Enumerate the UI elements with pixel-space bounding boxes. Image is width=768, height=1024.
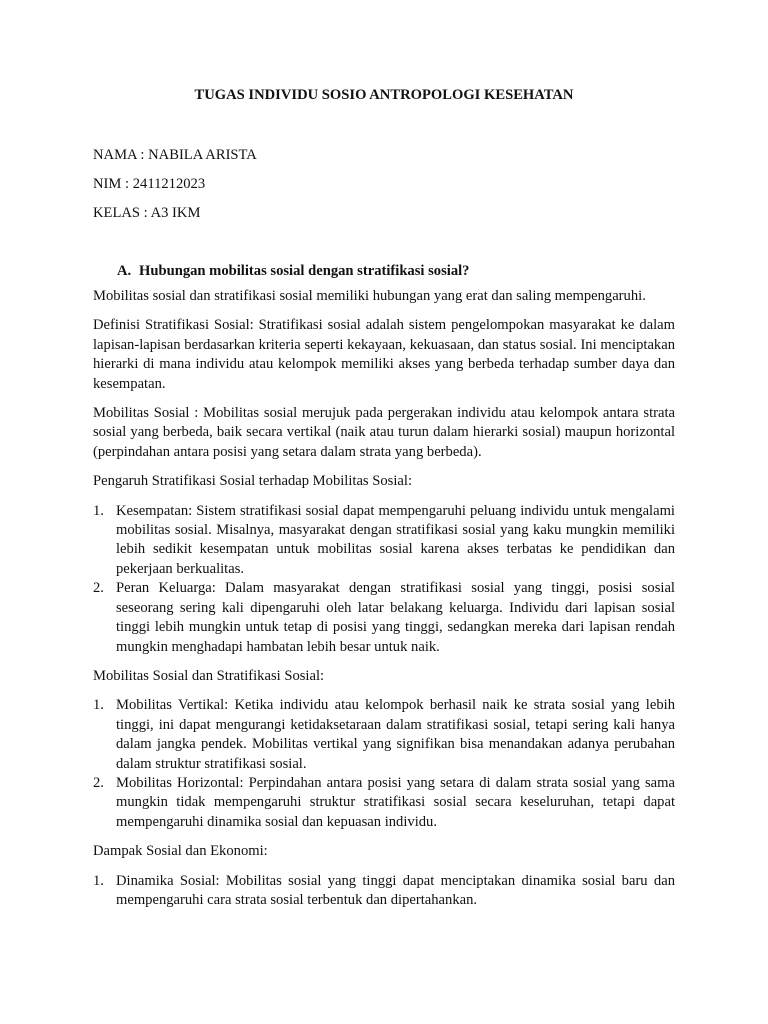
list-item-text: Mobilitas Vertikal: Ketika individu atau kelompok berhasil naik ke strata sosial yang lebih tinggi, ini dapat mengurangi ketidaksetaraan dalam stratifikasi sosial, tetapi sering kali hanya dalam jangka pendek. Mobilitas vertikal yang signifikan bisa menandakan adanya perubahan dalam struktur stratifikasi sosial. (116, 697, 675, 772)
list-item (93, 502, 675, 580)
list-item-number: 1. (93, 502, 104, 519)
pengaruh-list (93, 502, 675, 657)
section-a-title: Hubungan mobilitas sosial dengan stratifikasi sosial? (139, 263, 470, 279)
dampak-list (93, 872, 675, 911)
section-a-heading (117, 263, 469, 280)
student-name: NAMA : NABILA ARISTA (93, 147, 257, 163)
pengaruh-heading: Pengaruh Stratifikasi Sosial terhadap Mobilitas Sosial: (93, 473, 412, 490)
dampak-heading: Dampak Sosial dan Ekonomi: (93, 843, 268, 860)
paragraph-definisi-stratifikasi: Definisi Stratifikasi Sosial: Stratifikasi sosial adalah sistem pengelompokan masyarakat ke dalam lapisan-lapisan berdasarkan kriteria seperti kekayaan, kekuasaan, dan status sosial. Ini menciptakan hierarki di mana individu atau kelompok memiliki akses yang berbeda terhadap sumber daya dan kesempatan. (93, 317, 675, 392)
student-class: KELAS : A3 IKM (93, 205, 201, 221)
list-item-number: 1. (93, 697, 104, 714)
student-nim: NIM : 2411212023 (93, 176, 206, 192)
document-title: TUGAS INDIVIDU SOSIO ANTROPOLOGI KESEHATAN (194, 87, 574, 103)
list-item (93, 696, 675, 774)
paragraph-definisi-mobilitas: Mobilitas Sosial : Mobilitas sosial merujuk pada pergerakan individu atau kelompok antara strata sosial yang berbeda, baik secara vertikal (naik atau turun dalam hierarki sosial) maupun horizontal (perpindahan antara posisi yang setara dalam strata yang berbeda). (93, 405, 675, 460)
list-item-number: 2. (93, 580, 104, 597)
list-item-text: Kesempatan: Sistem stratifikasi sosial dapat mempengaruhi peluang individu untuk mengalami mobilitas sosial. Misalnya, masyarakat dengan stratifikasi sosial yang kaku mungkin memiliki lebih sedikit kesempatan untuk mobilitas sosial karena akses terbatas ke pendidikan dan pekerjaan berkualitas. (116, 502, 675, 577)
mobilitas-heading: Mobilitas Sosial dan Stratifikasi Sosial: (93, 667, 325, 684)
list-item (93, 579, 675, 657)
list-item-number: 1. (93, 872, 104, 889)
list-item-text: Peran Keluarga: Dalam masyarakat dengan stratifikasi sosial yang tinggi, posisi sosial seseorang sering kali dipengaruhi oleh latar belakang keluarga. Individu dari lapisan sosial tinggi lebih mungkin untuk tetap di posisi yang tinggi, sedangkan mereka dari lapisan rendah mungkin menghadapi hambatan lebih besar untuk naik. (116, 580, 675, 655)
list-item (93, 872, 675, 911)
paragraph-intro: Mobilitas sosial dan stratifikasi sosial memiliki hubungan yang erat dan saling mempengaruhi. (93, 288, 646, 304)
section-a-letter: A. (117, 263, 132, 279)
list-item-text: Dinamika Sosial: Mobilitas sosial yang tinggi dapat menciptakan dinamika sosial baru dan mempengaruhi cara strata sosial terbentuk dan dipertahankan. (116, 872, 675, 908)
list-item (93, 774, 675, 832)
list-item-number: 2. (93, 774, 104, 791)
mobilitas-list (93, 696, 675, 832)
document-body (93, 287, 675, 920)
list-item-text: Mobilitas Horizontal: Perpindahan antara posisi yang setara di dalam strata sosial yang sama mungkin tidak mempengaruhi struktur stratifikasi sosial secara keseluruhan, tetapi dapat mempengaruhi dinamika sosial dan kepuasan individu. (116, 774, 675, 830)
